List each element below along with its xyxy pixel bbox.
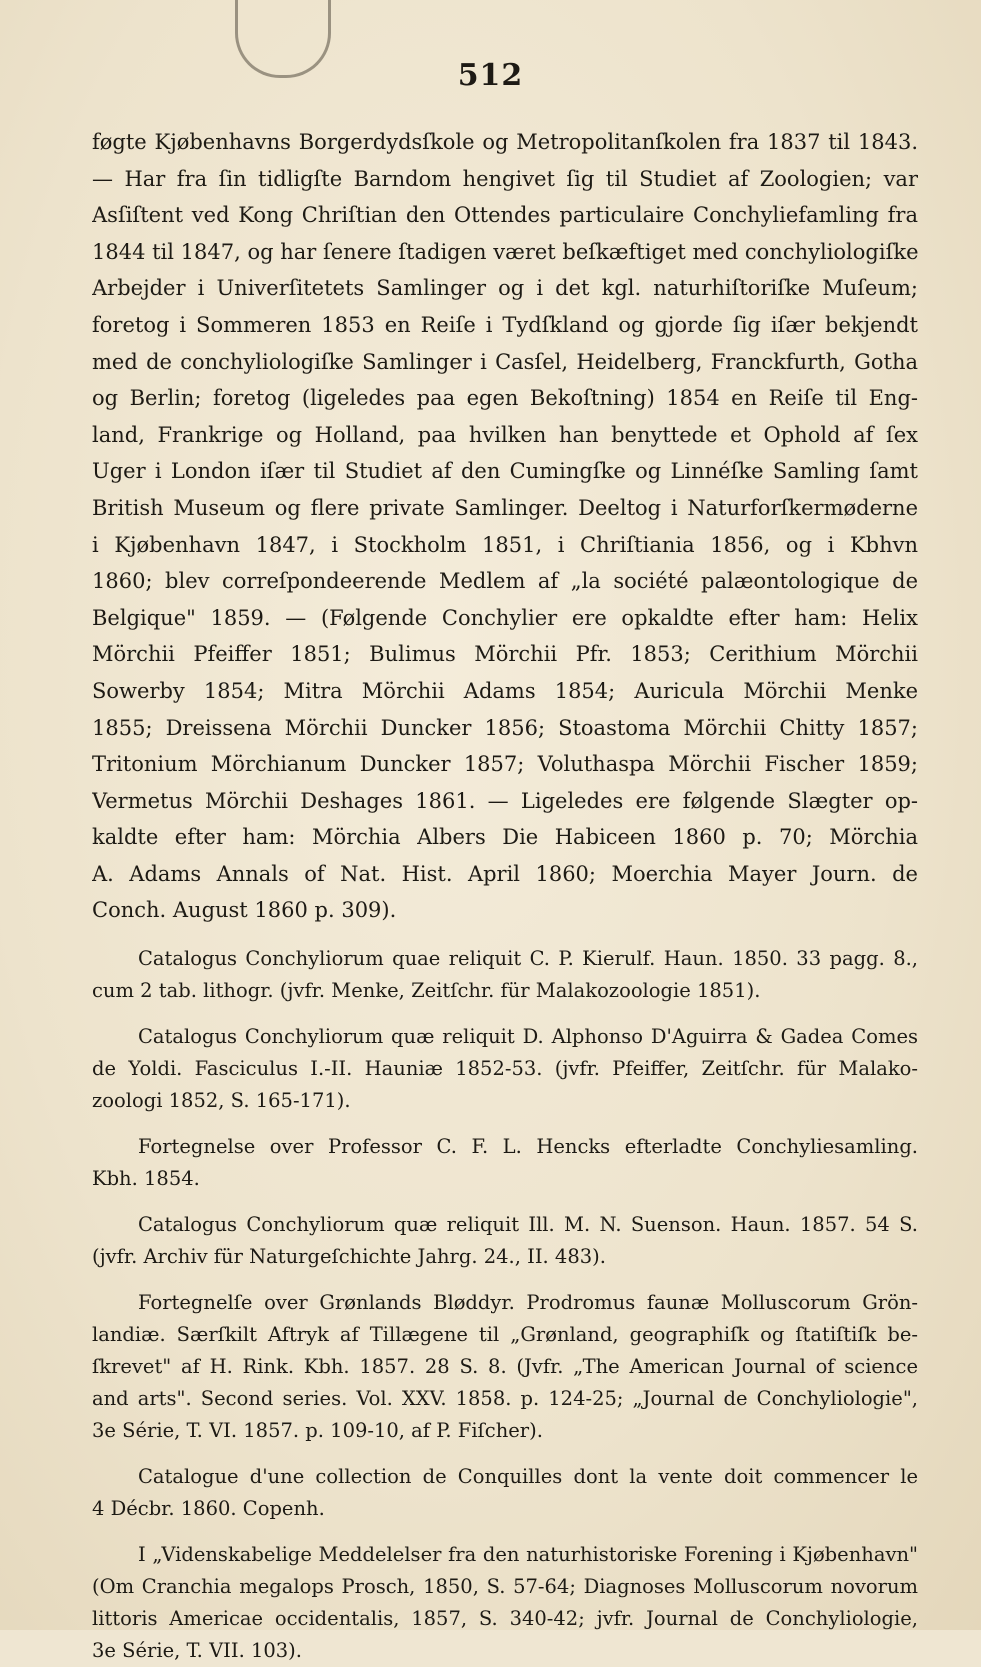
page-text [92,124,918,1667]
catalog-line: and arts". Second series. Vol. XXV. 1858. p. 124-25; „Journal de Conchyliologie", [92,1387,918,1411]
catalog-line: landiæ. Særſkilt Aftryk af Tillægene til „Grønland, geographiſk og ſtatiſtiſk be- [92,1323,918,1347]
text-line: Mörchii Pfeiffer 1851; Bulimus Mörchii Pfr. 1853; Cerithium Mörchii [92,642,918,667]
catalog-entry [92,1287,918,1447]
catalog-line: Catalogue d'une collection de Conquilles dont la vente doit commencer le [138,1465,918,1489]
text-line: og Berlin; foretog (ligeledes paa egen Bekoſtning) 1854 en Reiſe til Eng- [92,386,918,411]
catalog-line: 3e Série, T. VII. 103). [92,1639,302,1663]
catalog-line: de Yoldi. Fasciculus I.-II. Hauniæ 1852-53. (jvfr. Pfeiffer, Zeitſchr. für Malako- [92,1057,918,1081]
text-line: foretog i Sommeren 1853 en Reiſe i Tydſkland og gjorde ſig iſær bekjendt [92,312,918,337]
text-line: med de conchyliologiſke Samlinger i Casſel, Heidelberg, Franckfurth, Gotha [92,349,918,374]
catalog-line: Fortegnelse over Professor C. F. L. Hencks efterladte Conchyliesamling. [138,1135,918,1159]
catalog-line: (jvfr. Archiv für Naturgeſchichte Jahrg. 24., II. 483). [92,1245,606,1269]
catalog-entry [92,1131,918,1195]
text-line: British Museum og flere private Samlinger. Deeltog i Naturforſkermøderne [92,495,918,520]
catalog-line: ſkrevet" af H. Rink. Kbh. 1857. 28 S. 8. (Jvfr. „The American Journal of science [92,1355,918,1379]
text-line: i Kjøbenhavn 1847, i Stockholm 1851, i Chriſtiania 1856, og i Kbhvn [92,532,918,557]
text-line: Arbejder i Univerſitetets Samlinger og i det kgl. naturhiſtoriſke Muſeum; [92,276,918,301]
text-line: Conch. August 1860 p. 309). [92,898,397,923]
catalog-entry [92,1021,918,1117]
catalog-line: I „Videnskabelige Meddelelser fra den naturhistoriske Forening i Kjøbenhavn" [138,1543,918,1567]
catalog-line: Fortegnelſe over Grønlands Bløddyr. Prodromus faunæ Molluscorum Grön- [138,1291,918,1315]
catalog-line: zoologi 1852, S. 165-171). [92,1089,351,1113]
catalog-entry [92,943,918,1007]
catalog-entry [92,1209,918,1273]
text-line: land, Frankrige og Holland, paa hvilken han benyttede et Ophold af ſex [92,422,918,447]
text-line: Asſiſtent ved Kong Chriſtian den Ottendes particulaire Conchyliefamling fra [92,203,918,228]
text-line: Tritonium Mörchianum Duncker 1857; Voluthaspa Mörchii Fischer 1859; [92,752,918,777]
catalog-line: Catalogus Conchyliorum quæ reliquit D. Alphonso D'Aguirra & Gadea Comes [138,1025,918,1049]
page-number: 512 [457,58,524,93]
text-line: kaldte efter ham: Mörchia Albers Die Habiceen 1860 p. 70; Mörchia [92,825,918,850]
text-line: A. Adams Annals of Nat. Hist. April 1860; Moerchia Mayer Journ. de [92,861,918,886]
text-line: 1855; Dreissena Mörchii Duncker 1856; Stoastoma Mörchii Chitty 1857; [92,715,918,740]
biography-paragraph [92,124,918,929]
catalog-line: (Om Cranchia megalops Prosch, 1850, S. 57-64; Diagnoses Molluscorum novorum [92,1575,918,1599]
catalog-line: 3e Série, T. VI. 1857. p. 109-10, af P. Fiſcher). [92,1419,543,1443]
text-line: Uger i London iſær til Studiet af den Cumingſke og Linnéſke Samling ſamt [92,459,918,484]
text-line: 1844 til 1847, og har ſenere ſtadigen været beſkæftiget med conchyliologiſke [92,239,918,264]
text-line: — Har fra ſin tidligſte Barndom hengivet ſig til Studiet af Zoologien; var [92,166,918,191]
text-line: Vermetus Mörchii Deshages 1861. — Ligeledes ere følgende Slægter op- [92,788,918,813]
catalog-line: littoris Americae occidentalis, 1857, S. 340-42; jvfr. Journal de Conchyliologie, [92,1607,918,1631]
catalog-entry [92,1461,918,1525]
text-line: Belgique" 1859. — (Følgende Conchylier ere opkaldte efter ham: Helix [92,605,918,630]
catalog-line: Catalogus Conchyliorum quæ reliquit Ill. M. N. Suenson. Haun. 1857. 54 S. [138,1213,918,1237]
catalog-line: cum 2 tab. lithogr. (jvfr. Menke, Zeitſchr. für Malakozoologie 1851). [92,979,761,1003]
catalog-line: Kbh. 1854. [92,1167,200,1191]
text-line: 1860; blev correſpondeerende Medlem af „la société palæontologique de [92,569,918,594]
catalog-entry [92,1539,918,1667]
catalog-line: 4 Décbr. 1860. Copenh. [92,1497,325,1521]
text-line: Sowerby 1854; Mitra Mörchii Adams 1854; Auricula Mörchii Menke [92,678,918,703]
catalog-line: Catalogus Conchyliorum quae reliquit C. P. Kierulf. Haun. 1850. 33 pagg. 8., [138,947,918,971]
text-line: føgte Kjøbenhavns Borgerdydsſkole og Metropolitanſkolen fra 1837 til 1843. [92,130,918,154]
